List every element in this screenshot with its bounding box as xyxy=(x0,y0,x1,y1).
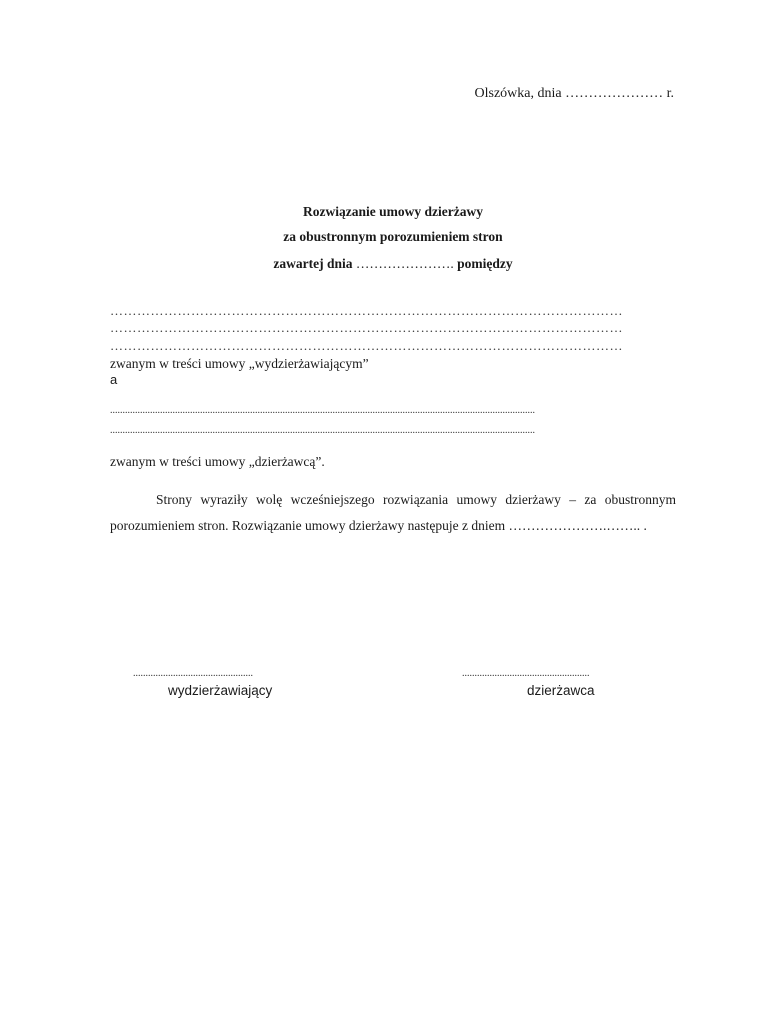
party1-dotted-line: …………………………………………………………………………………………………… xyxy=(110,303,623,318)
lessee-signature-line: ................................................... xyxy=(462,668,590,679)
party1-dotted-line: …………………………………………………………………………………………………… xyxy=(110,320,623,335)
contract-date-prefix: zawartej dnia xyxy=(273,256,353,271)
party1-dotted-line: …………………………………………………………………………………………………… xyxy=(110,338,623,353)
lessor-signature-line: ................................................ xyxy=(133,668,253,679)
connector-text: a xyxy=(110,372,118,387)
lessee-signature-label: dzierżawca xyxy=(527,683,595,698)
lessor-signature-label: wydzierżawiający xyxy=(168,683,273,698)
contract-date-suffix: pomiędzy xyxy=(457,256,513,271)
body-paragraph: Strony wyraziły wolę wcześniejszego rozwiązania umowy dzierżawy – za obustronnym porozumieniem stron. Rozwiązanie umowy dzierżawy następuje z dniem ………………….…….. . xyxy=(110,492,676,533)
contract-date-line xyxy=(0,256,768,272)
party1-label: zwanym w treści umowy „wydzierżawiającym” xyxy=(110,356,369,371)
party2-dotted-line: .......................................................................................................................................................................... xyxy=(110,405,535,416)
contract-date-dots: …………………. xyxy=(352,256,458,271)
document-subtitle: za obustronnym porozumieniem stron xyxy=(283,229,503,244)
place-date-line: Olszówka, dnia ………………… r. xyxy=(474,86,674,101)
party2-dotted-line: .......................................................................................................................................................................... xyxy=(110,425,535,436)
party2-label: zwanym w treści umowy „dzierżawcą”. xyxy=(110,454,325,469)
document-title: Rozwiązanie umowy dzierżawy xyxy=(303,204,483,219)
